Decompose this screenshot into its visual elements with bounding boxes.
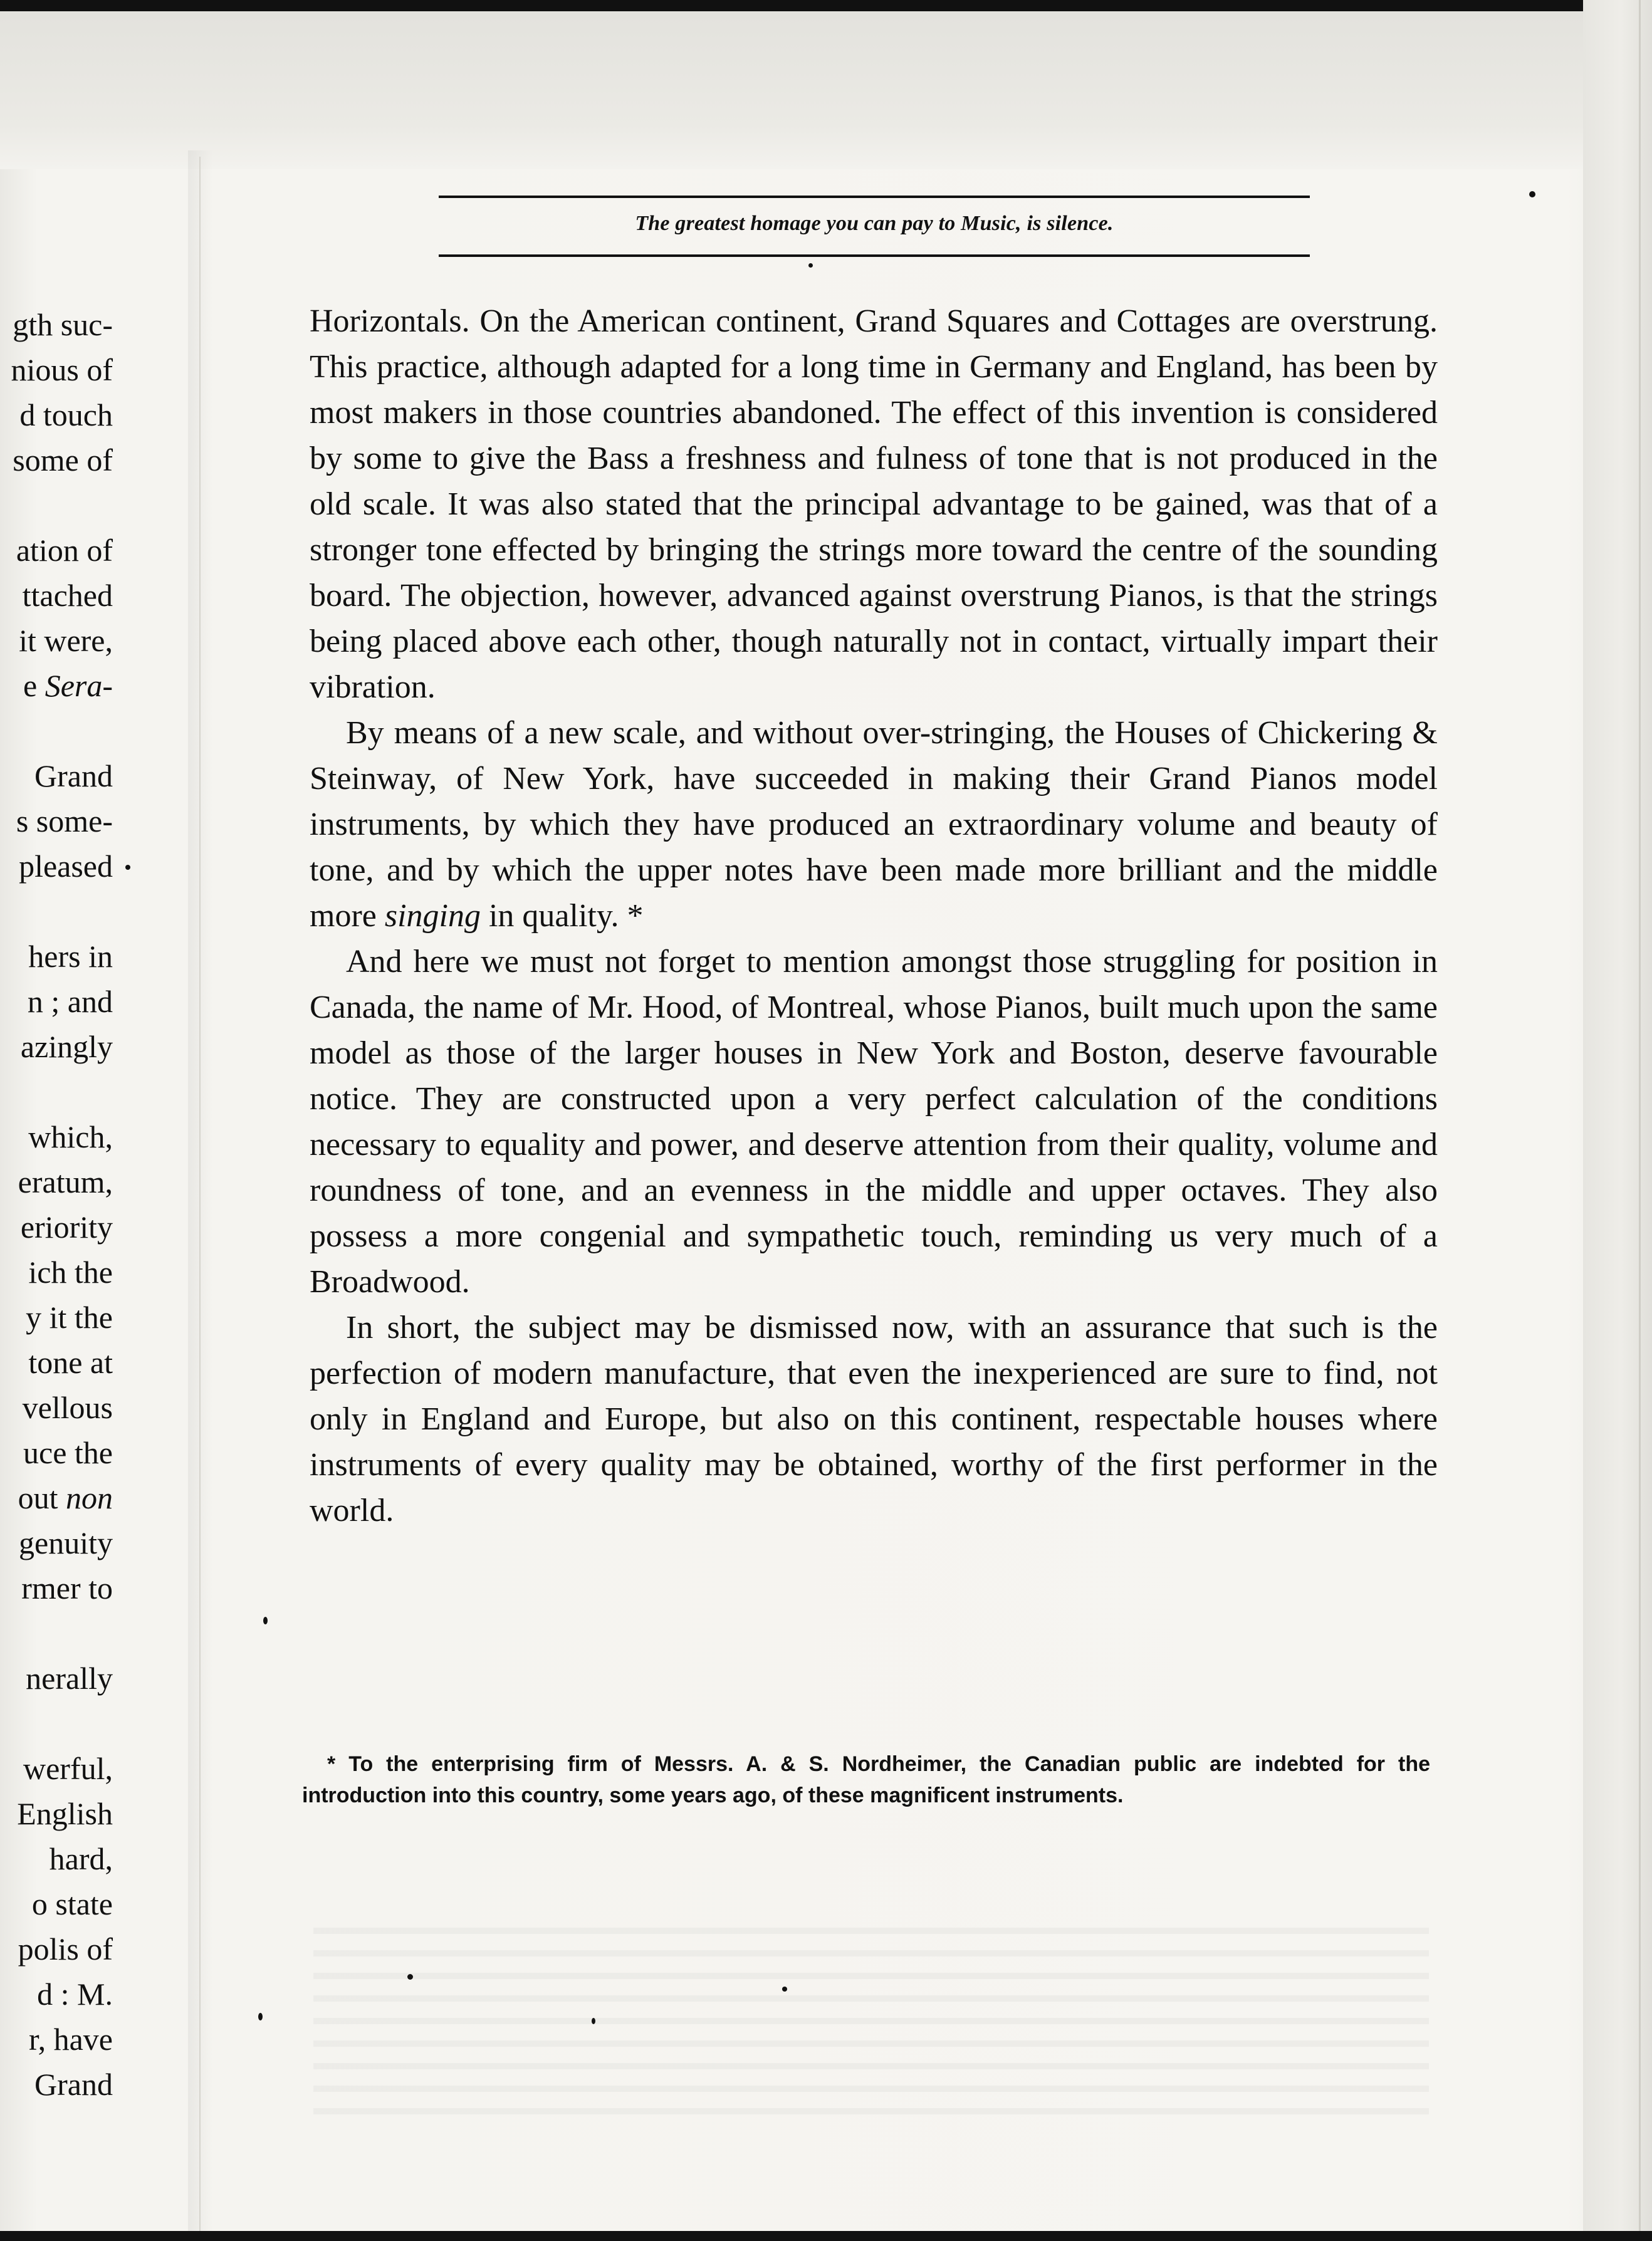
ink-speck — [125, 865, 130, 870]
left-column-line: n ; and — [27, 984, 113, 1019]
bleed-through-text — [313, 1911, 1429, 2124]
left-column-line: e Sera- — [23, 668, 113, 703]
left-column-line: ttached — [22, 578, 113, 613]
left-column-line: out non — [18, 1480, 113, 1515]
header-rule-top — [439, 196, 1310, 198]
left-column-line: uce the — [23, 1435, 113, 1470]
left-column-line: Grand — [34, 2067, 113, 2102]
ink-speck — [782, 1987, 787, 1992]
top-bleed-band — [0, 0, 1652, 169]
left-column-line: hers in — [28, 939, 113, 974]
left-column-clip — [0, 0, 113, 2102]
left-column-line: eriority — [20, 1209, 113, 1245]
left-column-line: werful, — [23, 1751, 113, 1786]
footnote: * To the enterprising firm of Messrs. A. & S. Nordheimer, the Canadian public are indebted for the introduction into this country, some years ago, of these magnificent instruments. — [302, 1752, 1430, 1807]
left-column-line: Grand — [34, 758, 113, 793]
ink-speck — [263, 1617, 268, 1624]
left-column-line: polis of — [18, 1931, 113, 1967]
left-column-line: which, — [28, 1119, 113, 1154]
ink-speck — [258, 2013, 263, 2020]
left-column-line: genuity — [19, 1525, 113, 1560]
ink-speck — [592, 2018, 595, 2024]
article-paragraph-4: In short, the subject may be dismissed now, with an assurance that such is the perfection of modern manufacture, that even the inexperienced are sure to find, not only in England and Europe, but also on this continent, respectable houses where instruments of every quality may be obtained, worthy of the first performer in the world. — [310, 1310, 1438, 1528]
ink-speck — [407, 1974, 413, 1980]
article-paragraph-2 — [310, 710, 1438, 939]
left-column-line: hard, — [49, 1841, 113, 1876]
ink-speck — [808, 263, 813, 268]
left-column-line: rmer to — [21, 1570, 113, 1606]
article-paragraph-1: Horizontals. On the American continent, Grand Squares and Cottages are overstrung. This practice, although adapted for a long time in Germany and England, has been by most makers in those countries abandoned. The effect of this invention is considered by some to give the Bass a freshness and fulness of tone that is not produced in the old scale. It was also stated that the principal advantage to be gained, was that of a stronger tone effected by bringing the strings more toward the centre of the sounding board. The objection, however, advanced against overstrung Pianos, is that the strings being placed above each other, though naturally not in contact, virtually impart their vibration. — [310, 303, 1438, 705]
left-column-line: o state — [31, 1886, 113, 1921]
left-column-line: d : M. — [37, 1977, 113, 2012]
left-column-line: s some- — [16, 803, 113, 838]
left-column-line: some of — [13, 442, 113, 478]
left-column-line: nerally — [26, 1661, 113, 1696]
left-column-line: tone at — [28, 1345, 113, 1380]
left-column-line: nious of — [11, 352, 113, 387]
left-column-line: gth suc- — [13, 307, 113, 342]
left-column-line: vellous — [22, 1390, 113, 1425]
left-column-line: English — [17, 1796, 113, 1831]
paragraph-2-italic: singing — [384, 898, 481, 934]
gutter-shadow — [188, 150, 213, 2241]
left-column-line: eratum, — [18, 1164, 113, 1199]
left-column-line: y it the — [26, 1300, 113, 1335]
header-rule-bottom — [439, 254, 1310, 257]
page-motto: The greatest homage you can pay to Music, is silence. — [635, 212, 1114, 235]
right-page-edge — [1583, 0, 1652, 2241]
right-edge-line — [1639, 0, 1641, 2241]
gutter-line — [199, 157, 201, 2237]
bottom-page-edge — [0, 2231, 1652, 2241]
top-page-edge — [0, 0, 1652, 11]
left-column-line: ich the — [28, 1255, 113, 1290]
article-body — [310, 298, 1438, 1533]
paragraph-2-tail: in quality. * — [480, 898, 644, 934]
ink-speck — [1529, 191, 1535, 197]
left-column-line: r, have — [28, 2022, 113, 2057]
article-paragraph-3: And here we must not forget to mention amongst those struggling for position in Canada, the name of Mr. Hood, of Montreal, whose Pianos, built much upon the same model as those of the larger houses in New York and Boston, deserve favourable notice. They are constructed upon a very perfect calculation of the conditions necessary to equality and power, and deserve attention from their quality, volume and roundness of tone, and an evenness in the middle and upper octaves. They also possess a more congenial and sympathetic touch, reminding us very much of a Broadwood. — [310, 944, 1438, 1300]
left-column-line: azingly — [20, 1029, 113, 1064]
left-column-line: ation of — [16, 533, 113, 568]
left-column-line: it were, — [19, 623, 113, 658]
paragraph-2-text: By means of a new scale, and without over-stringing, the Houses of Chickering & Steinway, of New York, have succeeded in making their Grand Pianos model instruments, by which they have produced an extraordinary volume and beauty of tone, and by which the upper notes have been made more brilliant and the middle more — [310, 715, 1438, 934]
left-column-line: d touch — [19, 397, 113, 432]
left-column-line: pleased — [19, 849, 113, 884]
